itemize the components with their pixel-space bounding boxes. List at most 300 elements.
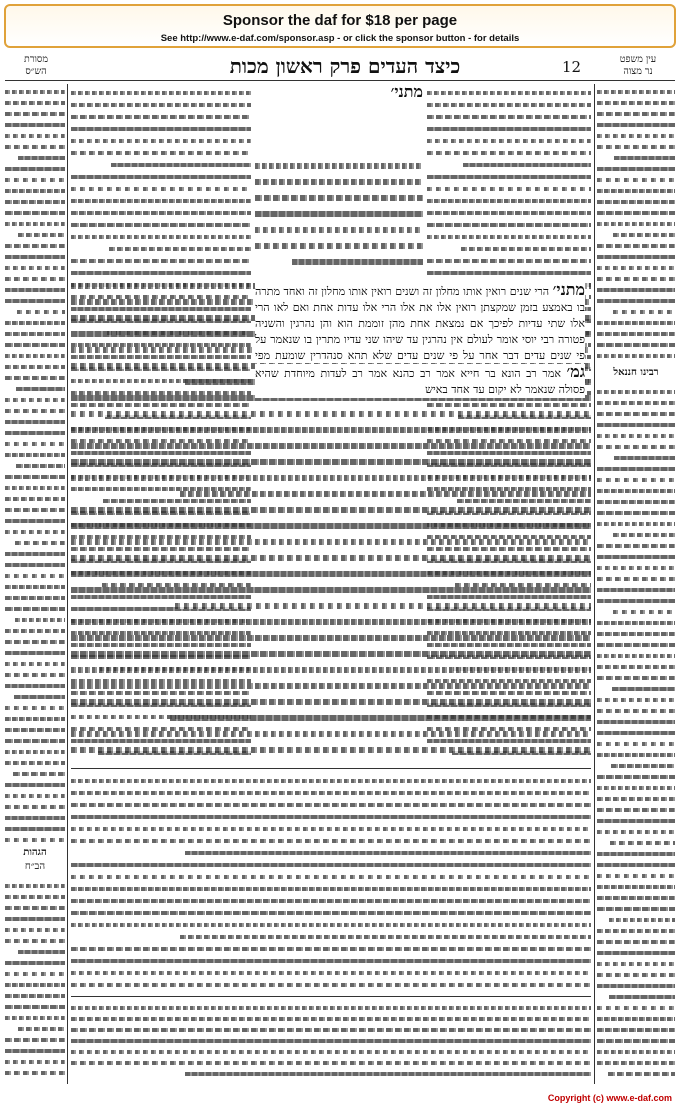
text-line [71,875,591,879]
text-line [5,244,65,248]
text-line [255,163,423,169]
text-line [14,695,65,699]
text-line [597,390,675,394]
text-line [597,973,675,977]
text-line [5,354,65,358]
text-line [71,443,591,449]
text-line [5,442,65,446]
text-line [71,523,591,529]
masoret-hashas-column [5,84,65,844]
text-line [71,1061,591,1065]
text-line [71,923,591,927]
text-line [5,684,65,688]
text-line [71,539,591,545]
text-line [15,541,65,545]
text-line [71,911,591,915]
page-header [5,52,675,82]
text-line [5,321,65,325]
text-line [5,895,65,899]
text-line [597,874,675,878]
text-line [18,1027,65,1031]
text-line [255,227,423,233]
text-line [255,179,423,185]
footnotes [71,1000,591,1082]
text-line [5,519,65,523]
text-line [5,453,65,457]
talmud-page [5,52,675,1092]
text-line [5,750,65,754]
text-line [185,1072,591,1076]
text-line [71,667,591,673]
text-line [597,134,675,138]
mishnah-body: הרי שנים רואין אותו מחלון זה ושנים רואין אותו מחלון זה ואחד מתרה בו באמצע בזמן שמקצתן רואין אלו את אלו הרי אלו עדות אחת ואם לאו הרי אלו שתי עדיות לפיכך אם נמצאת אחת מהן זוממת הוא והן נהרגין והשניה פטורה רבי יוסי אומר לעולם אין נהרגין עד שיהו שני עדיו מתרין בו שנאמר על פי שנים עדים דבר אחר על פי שנים עדים שלא תהא סנהדרין שומעת מפי [255,285,585,362]
text-line [71,839,591,843]
text-line [71,199,251,203]
text-line [597,511,675,515]
text-line [597,434,675,438]
text-line [5,816,65,820]
text-line [427,235,591,239]
rabbeinu-chananel-column [597,384,675,1084]
text-line [597,244,675,248]
commentary-rule [71,768,591,769]
text-line [427,223,591,227]
text-line [5,651,65,655]
text-line [5,167,65,171]
text-line [71,459,591,465]
text-line [71,211,251,215]
text-line [597,632,675,636]
text-line [5,961,65,965]
text-line [5,178,65,182]
text-line [5,409,65,413]
text-line [71,127,251,131]
text-line [5,277,65,281]
text-line [255,243,423,249]
text-line [180,491,591,497]
text-line [5,1005,65,1009]
text-line [5,299,65,303]
text-line [597,145,675,149]
hagahot-subheading: הב״ח [24,861,46,872]
text-line [5,761,65,765]
sponsor-title: Sponsor the daf for $18 per page [222,12,458,29]
text-line [597,500,675,504]
page-title: כיצד העדים פרק ראשון מכות [229,54,461,78]
text-line [15,618,65,622]
text-line [597,123,675,127]
text-line [5,398,65,402]
gemara-gemara-text [255,364,585,398]
text-line [597,101,675,105]
text-line [612,687,675,691]
text-line [597,797,675,801]
text-line [597,588,675,592]
text-line [5,574,65,578]
text-line [16,387,65,391]
text-line [292,259,423,265]
ein-mishpat-text [597,84,675,364]
text-line [5,972,65,976]
text-line [71,635,591,641]
text-line [5,838,65,842]
text-line [5,607,65,611]
text-line [5,475,65,479]
text-line [5,917,65,921]
text-line [5,101,65,105]
text-line [597,1006,675,1010]
text-line [13,772,65,776]
text-line [185,851,591,855]
text-line [597,222,675,226]
footnote-rule [71,996,591,997]
text-line [71,1006,591,1010]
text-line [597,676,675,680]
text-line [597,896,675,900]
ein-mishpat-column [597,84,675,364]
text-line [71,619,591,625]
text-line [71,175,251,179]
text-line [5,884,65,888]
text-line [597,489,675,493]
text-line [597,343,675,347]
text-line [5,211,65,215]
text-line [597,189,675,193]
text-line [71,791,591,795]
footnotes-text [71,1000,591,1082]
text-line [71,91,251,95]
text-line [597,709,675,713]
masoret-label: מסורת [24,54,48,65]
text-line [611,764,675,768]
text-line [613,233,675,237]
text-line [5,1071,65,1075]
text-line [5,596,65,600]
text-line [71,887,591,891]
text-line [5,662,65,666]
sponsor-subtitle[interactable]: See http://www.e-daf.com/sponsor.asp - or click the sponsor button - for details [160,33,520,44]
text-line [597,1050,675,1054]
text-line [597,720,675,724]
text-line [613,610,675,614]
text-line [71,815,591,819]
text-line [71,571,591,577]
text-line [71,1028,591,1032]
hagahot-text [5,878,65,1078]
text-line [5,365,65,369]
right-column-rule [594,84,595,1084]
text-line [597,299,675,303]
mishnah-word: מתני׳ [552,282,585,299]
text-line [71,507,591,513]
text-line [5,585,65,589]
text-line [5,376,65,380]
text-line [71,1050,591,1054]
text-line [5,552,65,556]
text-line [597,412,675,416]
text-line [18,233,65,237]
text-line [597,599,675,603]
text-line [597,731,675,735]
text-line [597,665,675,669]
text-line [427,103,591,107]
hashas-label: הש״ס [25,66,47,77]
text-line [597,742,675,746]
text-line [71,651,591,657]
gemara-top-lines [255,154,423,274]
gemara-top-text [255,154,423,274]
text-line [597,984,675,988]
text-line [597,178,675,182]
text-line [5,112,65,116]
text-line [18,950,65,954]
text-line [111,163,251,167]
text-line [597,211,675,215]
text-line [71,235,251,239]
text-line [5,497,65,501]
text-line [608,1072,675,1076]
text-line [71,587,591,593]
text-line [71,259,251,263]
text-line [610,841,675,845]
text-line [427,187,591,191]
text-line [597,951,675,955]
text-line [5,805,65,809]
ein-mishpat-label: עין משפט [619,54,657,65]
text-line [609,995,675,999]
text-line [597,698,675,702]
text-line [597,566,675,570]
text-line [597,940,675,944]
text-line [5,486,65,490]
text-line [427,139,591,143]
text-line [71,779,591,783]
text-line [597,786,675,790]
sponsor-banner[interactable] [4,4,676,48]
rabbeinu-chananel-heading: רבינו חננאל [613,367,659,378]
text-line [597,654,675,658]
text-line [71,731,591,737]
text-line [597,255,675,259]
hagahot-heading: הגהות [23,847,47,858]
text-line [5,200,65,204]
text-line [597,321,675,325]
text-line [71,983,591,987]
text-line [597,90,675,94]
mishnah-opening-word: מתני׳ [390,84,423,101]
masoret-hashas-text [5,84,65,844]
text-line [71,803,591,807]
text-line [5,288,65,292]
text-line [71,475,591,481]
text-line [597,277,675,281]
text-line [614,156,675,160]
text-line [5,420,65,424]
text-line [5,739,65,743]
text-line [427,259,591,263]
text-line [71,863,591,867]
text-line [5,706,65,710]
text-line [5,794,65,798]
text-line [71,971,591,975]
text-line [170,715,591,721]
text-line [5,134,65,138]
text-line [5,343,65,347]
text-line [71,187,251,191]
text-line [597,775,675,779]
text-line [71,683,591,689]
text-line [71,699,591,705]
text-line [597,266,675,270]
text-line [597,577,675,581]
text-line [5,189,65,193]
copyright-notice[interactable]: Copyright (c) www.e-daf.com [547,1093,672,1103]
text-line [5,906,65,910]
text-line [597,544,675,548]
text-line [597,354,675,358]
text-line [597,167,675,171]
gemara-body: אמר רב הונא בר חייא אמר רב כהנא אמר רב לעדות מיוחדת שהיא פסולה שנאמר לא יקום עד אחד באיש [255,367,585,396]
text-line [71,827,591,831]
text-line [5,563,65,567]
text-line [5,508,65,512]
text-line [71,899,591,903]
tosafot-lower-text [71,772,591,992]
rabbeinu-chananel-text [597,384,675,1084]
text-line [597,332,675,336]
text-line [5,717,65,721]
text-line [427,91,591,95]
text-line [597,621,675,625]
text-line [597,1061,675,1065]
text-line [5,827,65,831]
text-line [613,533,675,537]
text-line [597,288,675,292]
text-line [597,819,675,823]
text-line [5,255,65,259]
text-line [427,127,591,131]
text-line [71,947,591,951]
text-line [597,907,675,911]
text-line [427,211,591,215]
text-line [71,555,591,561]
text-line [5,728,65,732]
text-line [597,808,675,812]
left-column-rule [67,84,68,1084]
text-line [597,929,675,933]
text-line [5,994,65,998]
text-line [597,467,675,471]
text-line [5,1060,65,1064]
text-line [597,445,675,449]
text-line [597,1017,675,1021]
text-line [597,885,675,889]
text-line [427,151,591,155]
text-line [71,103,251,107]
gemara-top [255,84,423,154]
text-line [71,151,251,155]
text-line [597,522,675,526]
text-line [5,983,65,987]
text-line [5,145,65,149]
text-line [71,959,591,963]
text-line [427,115,591,119]
tosafot-lower [71,772,591,992]
text-line [5,530,65,534]
text-line [5,629,65,633]
text-line [71,223,251,227]
text-line [71,411,591,417]
text-line [427,199,591,203]
text-line [597,423,675,427]
text-line [597,401,675,405]
text-line [597,753,675,757]
text-line [5,673,65,677]
text-line [609,918,675,922]
text-line [5,1016,65,1020]
text-line [613,310,675,314]
text-line [461,247,591,251]
text-line [175,603,591,609]
page-number: 12 [562,58,582,76]
ner-mitzvah-label: נר מצוה [623,66,653,77]
text-line [597,555,675,559]
text-line [71,427,591,433]
header-rule [5,80,675,81]
text-line [427,175,591,179]
text-line [597,863,675,867]
text-line [5,90,65,94]
text-line [597,478,675,482]
text-line [5,266,65,270]
text-line [5,1049,65,1053]
text-line [597,200,675,204]
text-line [71,139,251,143]
gemara-mishnah-text [255,282,585,362]
text-line [597,852,675,856]
text-line [5,928,65,932]
text-line [71,1039,591,1043]
text-line [5,783,65,787]
text-line [5,123,65,127]
text-line [597,962,675,966]
text-line [5,939,65,943]
text-line [597,830,675,834]
text-line [71,747,591,753]
text-line [18,156,65,160]
text-line [597,1028,675,1032]
text-line [255,211,423,217]
hagahot-column [5,878,65,1078]
text-line [17,310,65,314]
text-line [597,643,675,647]
text-line [5,1038,65,1042]
text-line [5,222,65,226]
text-line [5,431,65,435]
text-line [597,1039,675,1043]
text-line [109,247,251,251]
gemara-word: גמ׳ [566,364,585,381]
text-line [255,195,423,201]
text-line [71,1017,591,1021]
text-line [614,456,675,460]
text-line [180,935,591,939]
text-line [71,115,251,119]
text-line [5,332,65,336]
text-line [463,163,591,167]
text-line [597,112,675,116]
text-line [5,640,65,644]
